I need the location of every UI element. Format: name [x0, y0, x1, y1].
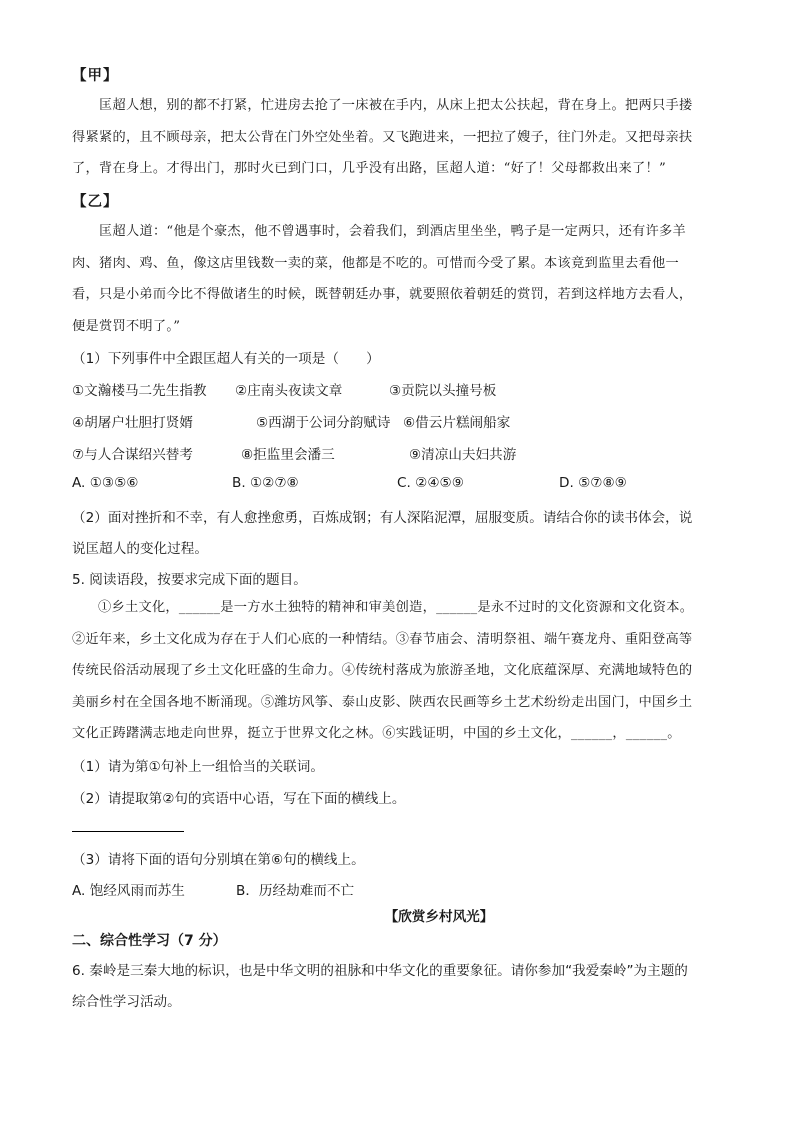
q6-line: 综合性学习活动。 [72, 994, 181, 1010]
yi-line: 看，只是小弟而今比不得做诸生的时候，既替朝廷办事，就要照依着朝廷的赏罚，若到这样地方去看人， [72, 287, 693, 302]
q1-item: ⑤西湖于公词分韵赋诗 [256, 415, 391, 431]
q2-line: 说匡超人的变化过程。 [72, 541, 208, 557]
section2-heading: 二、综合性学习（7 分） [72, 933, 227, 949]
q5-passage-line: 美丽乡村在全国各地不断涌现。⑤潍坊风筝、泰山皮影、陕西农民画等乡土艺术纷纷走出国门，中国乡土 [72, 694, 693, 710]
jia-line: 匡超人想，别的都不打紧，忙进房去抢了一床被在手内，从床上把太公扶起，背在身上。把两只手搂 [99, 98, 693, 113]
jia-heading: 【甲】 [72, 67, 119, 84]
q5-passage-line: 文化正踌躇满志地走向世界，挺立于世界文化之林。⑥实践证明，中国的乡土文化，______，______。 [72, 726, 681, 741]
yi-passage [72, 216, 722, 342]
q5-sub2: （2）请提取第②句的宾语中心语，写在下面的横线上。 [72, 791, 406, 807]
jia-line: 了，背在身上。才得出门，那时火已到门口，几乎没有出路，匡超人道：“好了！父母都救出来了！” [72, 161, 667, 176]
answer-blank-line[interactable] [72, 831, 184, 832]
q1-choice-c: C. ②④⑤⑨ [397, 475, 464, 491]
yi-line: 匡超人道：“他是个豪杰，他不曾遇事时，会着我们，到酒店里坐坐，鸭子是一定两只，还有许多羊 [99, 224, 686, 239]
q5-passage-line: ①乡土文化，______是一方水土独特的精神和审美创造，______是永不过时的文化资源和文化资本。 [98, 600, 694, 615]
q5-sub3: （3）请将下面的语句分别填在第⑥句的横线上。 [72, 852, 365, 868]
q6-line: 6. 秦岭是三秦大地的标识，也是中华文明的祖脉和中华文化的重要象征。请你参加“我爱秦岭”为主题的 [72, 963, 688, 979]
q1-item: ②庄南头夜读文章 [235, 383, 343, 399]
q1-item: ⑦与人合谋绍兴替考 [72, 447, 193, 463]
center-heading: 【欣赏乡村风光】 [384, 909, 494, 925]
jia-line: 得紧紧的，且不顾母亲，把太公背在门外空处坐着。又飞跑进来，一把拉了嫂子，往门外走。又把母亲扶 [72, 129, 693, 145]
q5-passage-line: ②近年来，乡土文化成为存在于人们心底的一种情结。③春节庙会、清明祭祖、端午赛龙舟、重阳登高等 [72, 631, 693, 647]
q1-choice-b: B. ①②⑦⑧ [232, 475, 299, 491]
q1-item: ⑥借云片糕闹船家 [403, 415, 511, 431]
q5-sub1: （1）请为第①句补上一组恰当的关联词。 [72, 759, 324, 775]
q1-item: ④胡屠户壮胆打贤婿 [72, 415, 193, 431]
q1-choice-a: A. ①③⑤⑥ [72, 475, 139, 491]
q2-line: （2）面对挫折和不幸，有人愈挫愈勇，百炼成钢；有人深陷泥潭，屈服变质。请结合你的读书体会，说 [72, 510, 693, 526]
q1-stem: （1）下列事件中全跟匡超人有关的一项是（ ） [72, 351, 380, 367]
q1-item: ⑧拒监里会潘三 [241, 447, 335, 463]
q1-choice-d: D. ⑤⑦⑧⑨ [559, 475, 627, 491]
q5-passage-line: 传统民俗活动展现了乡土文化旺盛的生命力。④传统村落成为旅游圣地，文化底蕴深厚、充满地域特色的 [72, 663, 693, 678]
q1-item: ①文瀚楼马二先生指教 [72, 383, 207, 399]
q5-option-b: B．历经劫难而不亡 [236, 883, 355, 899]
q1-item: ③贡院以头撞号板 [389, 383, 497, 399]
yi-line: 便是赏罚不明了。” [72, 318, 181, 334]
q5-option-a: A. 饱经风雨而苏生 [72, 883, 185, 899]
yi-heading: 【乙】 [72, 193, 119, 210]
q6 [72, 956, 722, 1018]
q1-item: ⑨清凉山夫妇共游 [409, 447, 517, 463]
q2 [72, 503, 722, 565]
q5-passage [72, 592, 722, 750]
jia-passage [72, 90, 722, 185]
q5-title: 5. 阅读语段，按要求完成下面的题目。 [72, 572, 307, 588]
yi-line: 肉、猪肉、鸡、鱼，像这店里钱数一卖的菜，他都是不吃的。可惜而今受了累。本该竟到监里去看他一 [72, 255, 679, 271]
